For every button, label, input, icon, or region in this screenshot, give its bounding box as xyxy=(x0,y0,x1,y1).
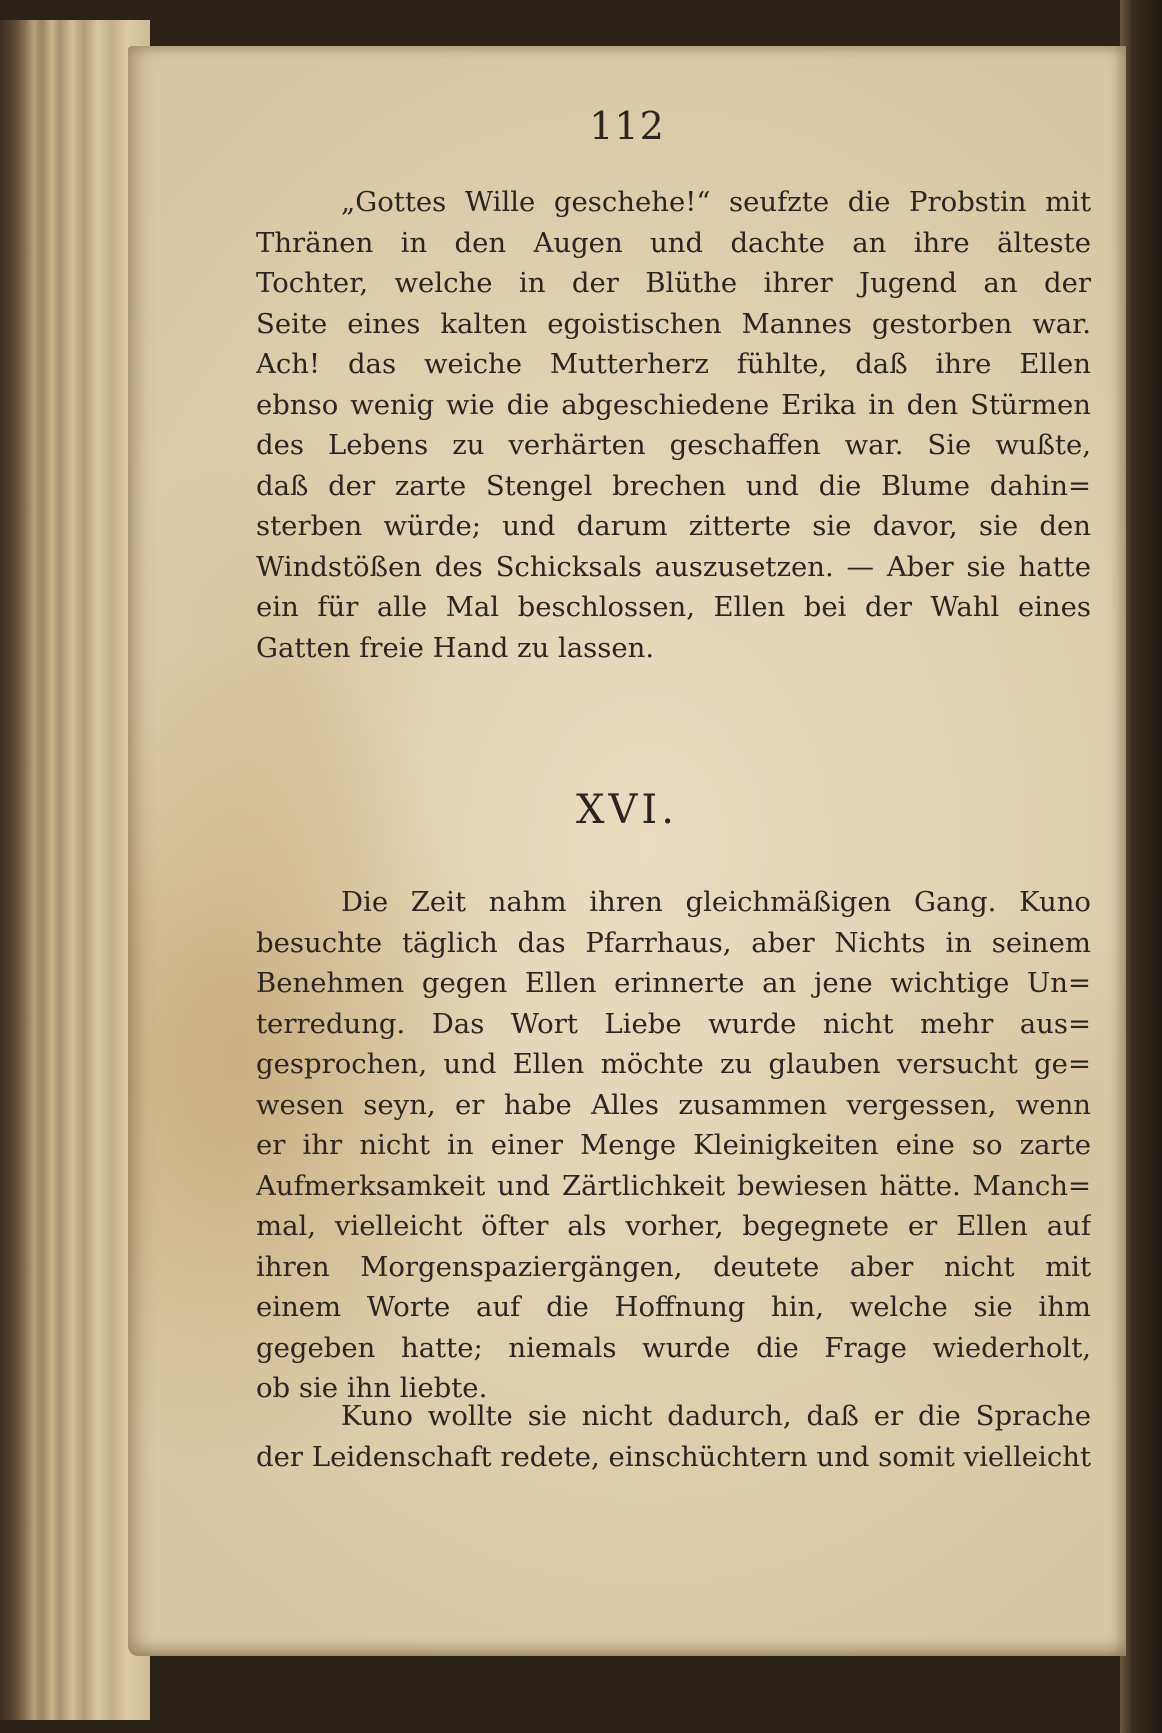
text-line: einem Worte auf die Hoffnung hin, welche sie ihm xyxy=(256,1291,1091,1323)
text-line: Gatten freie Hand zu lassen. xyxy=(256,631,655,664)
text-line: gesprochen, und Ellen möchte zu glauben versucht ge= xyxy=(256,1048,1091,1080)
text-line: gegeben hatte; niemals wurde die Frage wiederholt, xyxy=(256,1331,1091,1364)
text-line: sterben würde; und darum zitterte sie davor, sie den xyxy=(256,510,1091,542)
paragraph-2 xyxy=(256,882,1091,1409)
text-line: Windstößen des Schicksals auszusetzen. — Aber sie hatte xyxy=(256,550,1091,583)
text-line: besuchte täglich das Pfarrhaus, aber Nichts in seinem xyxy=(256,926,1091,959)
paragraph-3 xyxy=(256,1396,1091,1477)
paragraph-1 xyxy=(256,182,1091,668)
page-number: 112 xyxy=(589,104,665,148)
binding-shadow xyxy=(1120,0,1162,1733)
text-line: ob sie ihn liebte. xyxy=(256,1372,488,1404)
text-line: des Lebens zu verhärten geschaffen war. Sie wußte, xyxy=(256,429,1091,461)
text-line: „Gottes Wille geschehe!“ seufzte die Probstin mit xyxy=(341,186,1091,218)
chapter-heading: XVI. xyxy=(576,787,678,833)
book-page xyxy=(128,46,1126,1656)
text-line: ein für alle Mal beschlossen, Ellen bei der Wahl eines xyxy=(256,591,1091,623)
text-line: wesen seyn, er habe Alles zusammen vergessen, wenn xyxy=(256,1088,1091,1121)
text-line: Thränen in den Augen und dachte an ihre älteste xyxy=(256,226,1091,259)
text-line: ebnso wenig wie die abgeschiedene Erika in den Stürmen xyxy=(256,388,1091,421)
text-line: Die Zeit nahm ihren gleichmäßigen Gang. Kuno xyxy=(341,886,1091,918)
text-line: Ach! das weiche Mutterherz fühlte, daß ihre Ellen xyxy=(256,348,1091,380)
text-line: terredung. Das Wort Liebe wurde nicht mehr aus= xyxy=(256,1007,1091,1040)
text-line: Seite eines kalten egoistischen Mannes gestorben war. xyxy=(256,307,1091,340)
text-line: Aufmerksamkeit und Zärtlichkeit bewiesen hätte. Manch= xyxy=(256,1169,1091,1202)
text-line: der Leidenschaft redete, einschüchtern und somit vielleicht xyxy=(256,1440,1091,1473)
text-line: daß der zarte Stengel brechen und die Blume dahin= xyxy=(256,469,1091,502)
text-line: ihren Morgenspaziergängen, deutete aber nicht mit xyxy=(256,1250,1091,1283)
text-line: Benehmen gegen Ellen erinnerte an jene wichtige Un= xyxy=(256,967,1091,999)
text-line: er ihr nicht in einer Menge Kleinigkeiten eine so zarte xyxy=(256,1129,1091,1161)
text-line: Tochter, welche in der Blüthe ihrer Jugend an der xyxy=(256,267,1091,299)
text-line: mal, vielleicht öfter als vorher, begegnete er Ellen auf xyxy=(256,1210,1091,1242)
text-line: Kuno wollte sie nicht dadurch, daß er die Sprache xyxy=(341,1400,1091,1432)
